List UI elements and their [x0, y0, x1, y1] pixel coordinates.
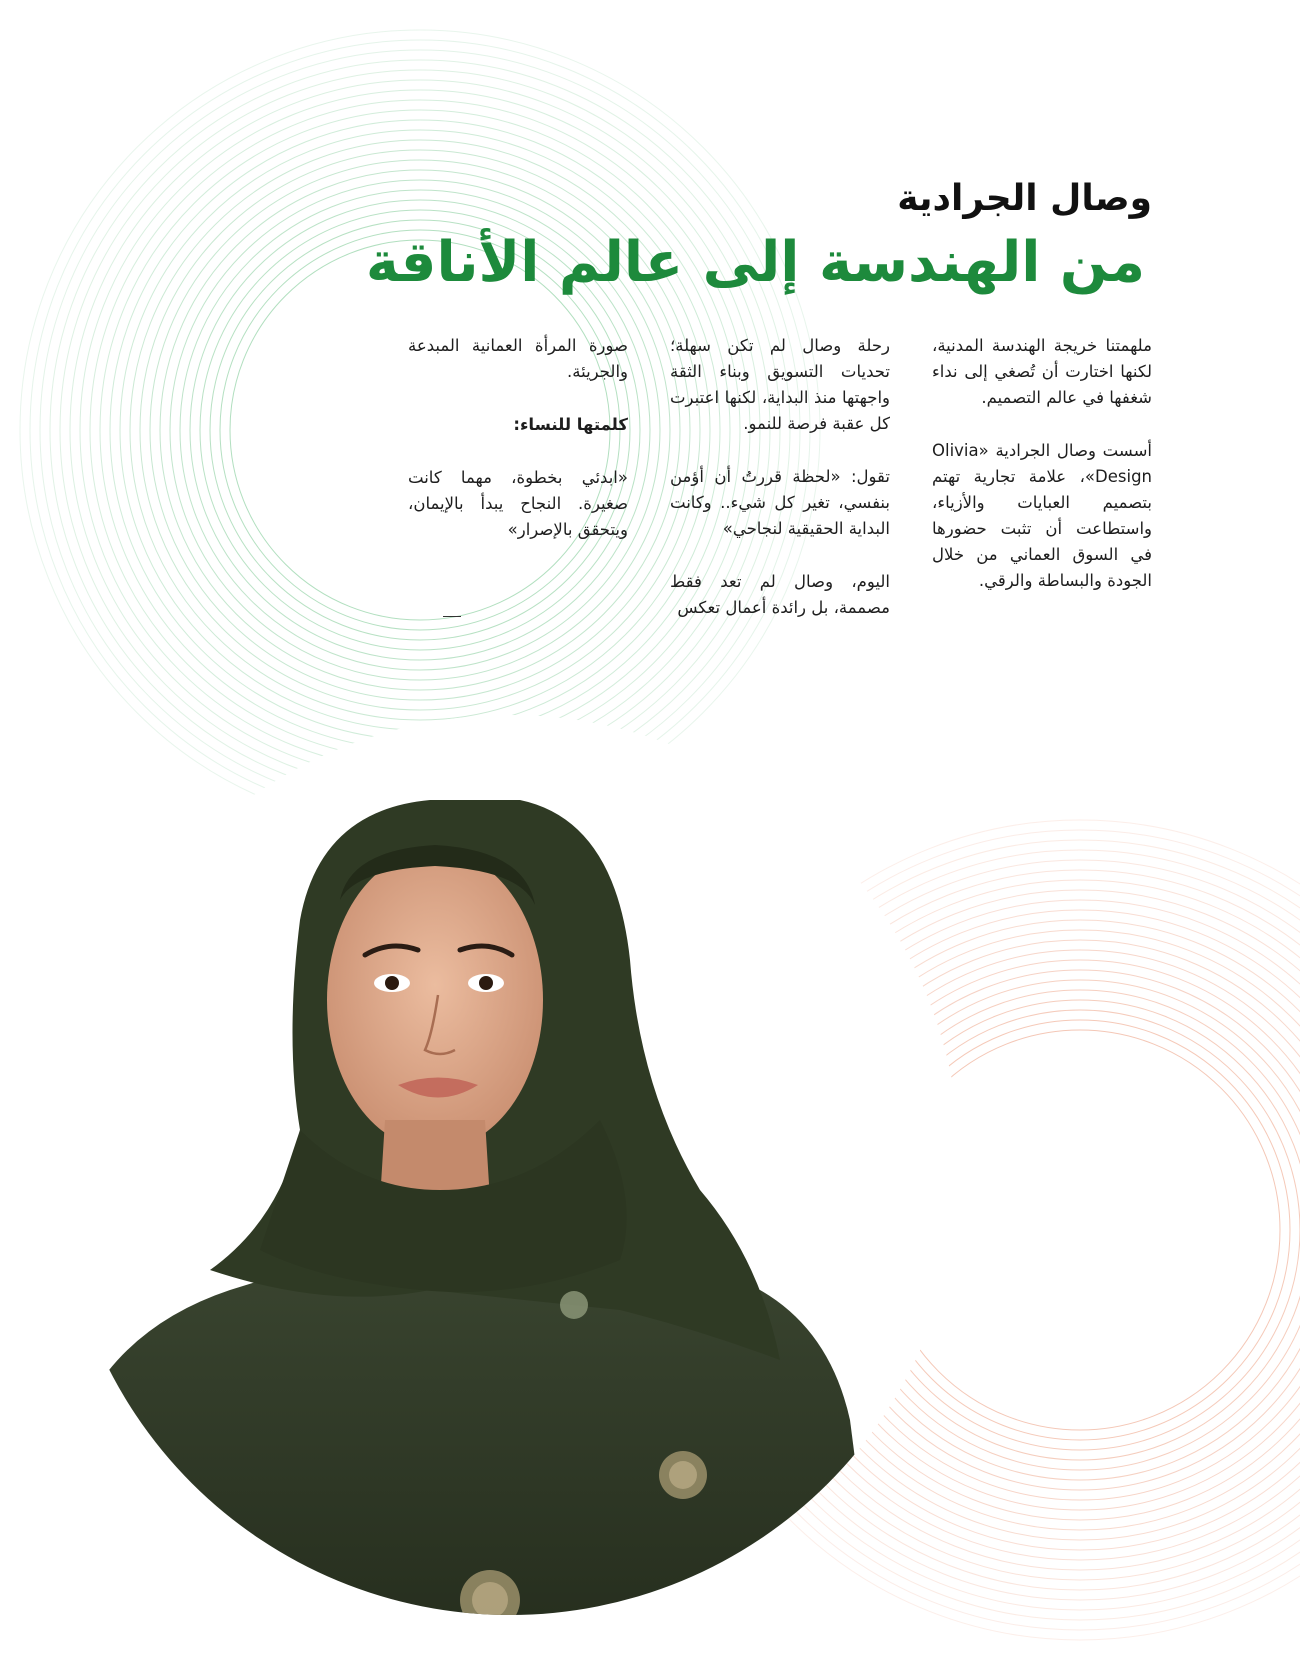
paragraph: أسست وصال الجرادية «Olivia Design»، علامة تجارية تهتم بتصميم العبايات والأزياء، واستطاعت أن تثبت حضورها في السوق العماني من خلال الجودة والبساطة والرقي.	[932, 441, 1152, 590]
face	[327, 850, 543, 1150]
article-headline: من الهندسة إلى عالم الأناقة	[365, 230, 1145, 295]
embroidery-motif	[310, 1605, 360, 1654]
paragraph: اليوم، وصال لم تعد فقط مصممة، بل رائدة أعمال تعكس	[670, 572, 890, 617]
paragraph: ملهمتنا خريجة الهندسة المدنية، لكنها اختارت أن تُصغي إلى نداء شغفها في عالم التصميم.	[932, 336, 1152, 407]
paragraph: صورة المرأة العمانية المبدعة والجريئة.	[408, 336, 628, 381]
subheading: كلمتها للنساء:	[513, 415, 628, 434]
paragraph: تقول: «لحظة قررتُ أن أؤمن بنفسي، تغير كل شيء.. وكانت البداية الحقيقية لنجاحي»	[670, 467, 890, 538]
subject-name: وصال الجرادية	[897, 178, 1152, 219]
quote: «ابدئي بخطوة، مهما كانت صغيرة. النجاح يبدأ بالإيمان، ويتحقق بالإصرار»	[408, 468, 628, 539]
embroidery-motif	[560, 1291, 588, 1319]
paragraph: رحلة وصال لم تكن سهلة؛ تحديات التسويق وبناء الثقة واجهتها منذ البداية، لكنها اعتبرت كل عقبة فرصة للنمو.	[670, 336, 890, 433]
